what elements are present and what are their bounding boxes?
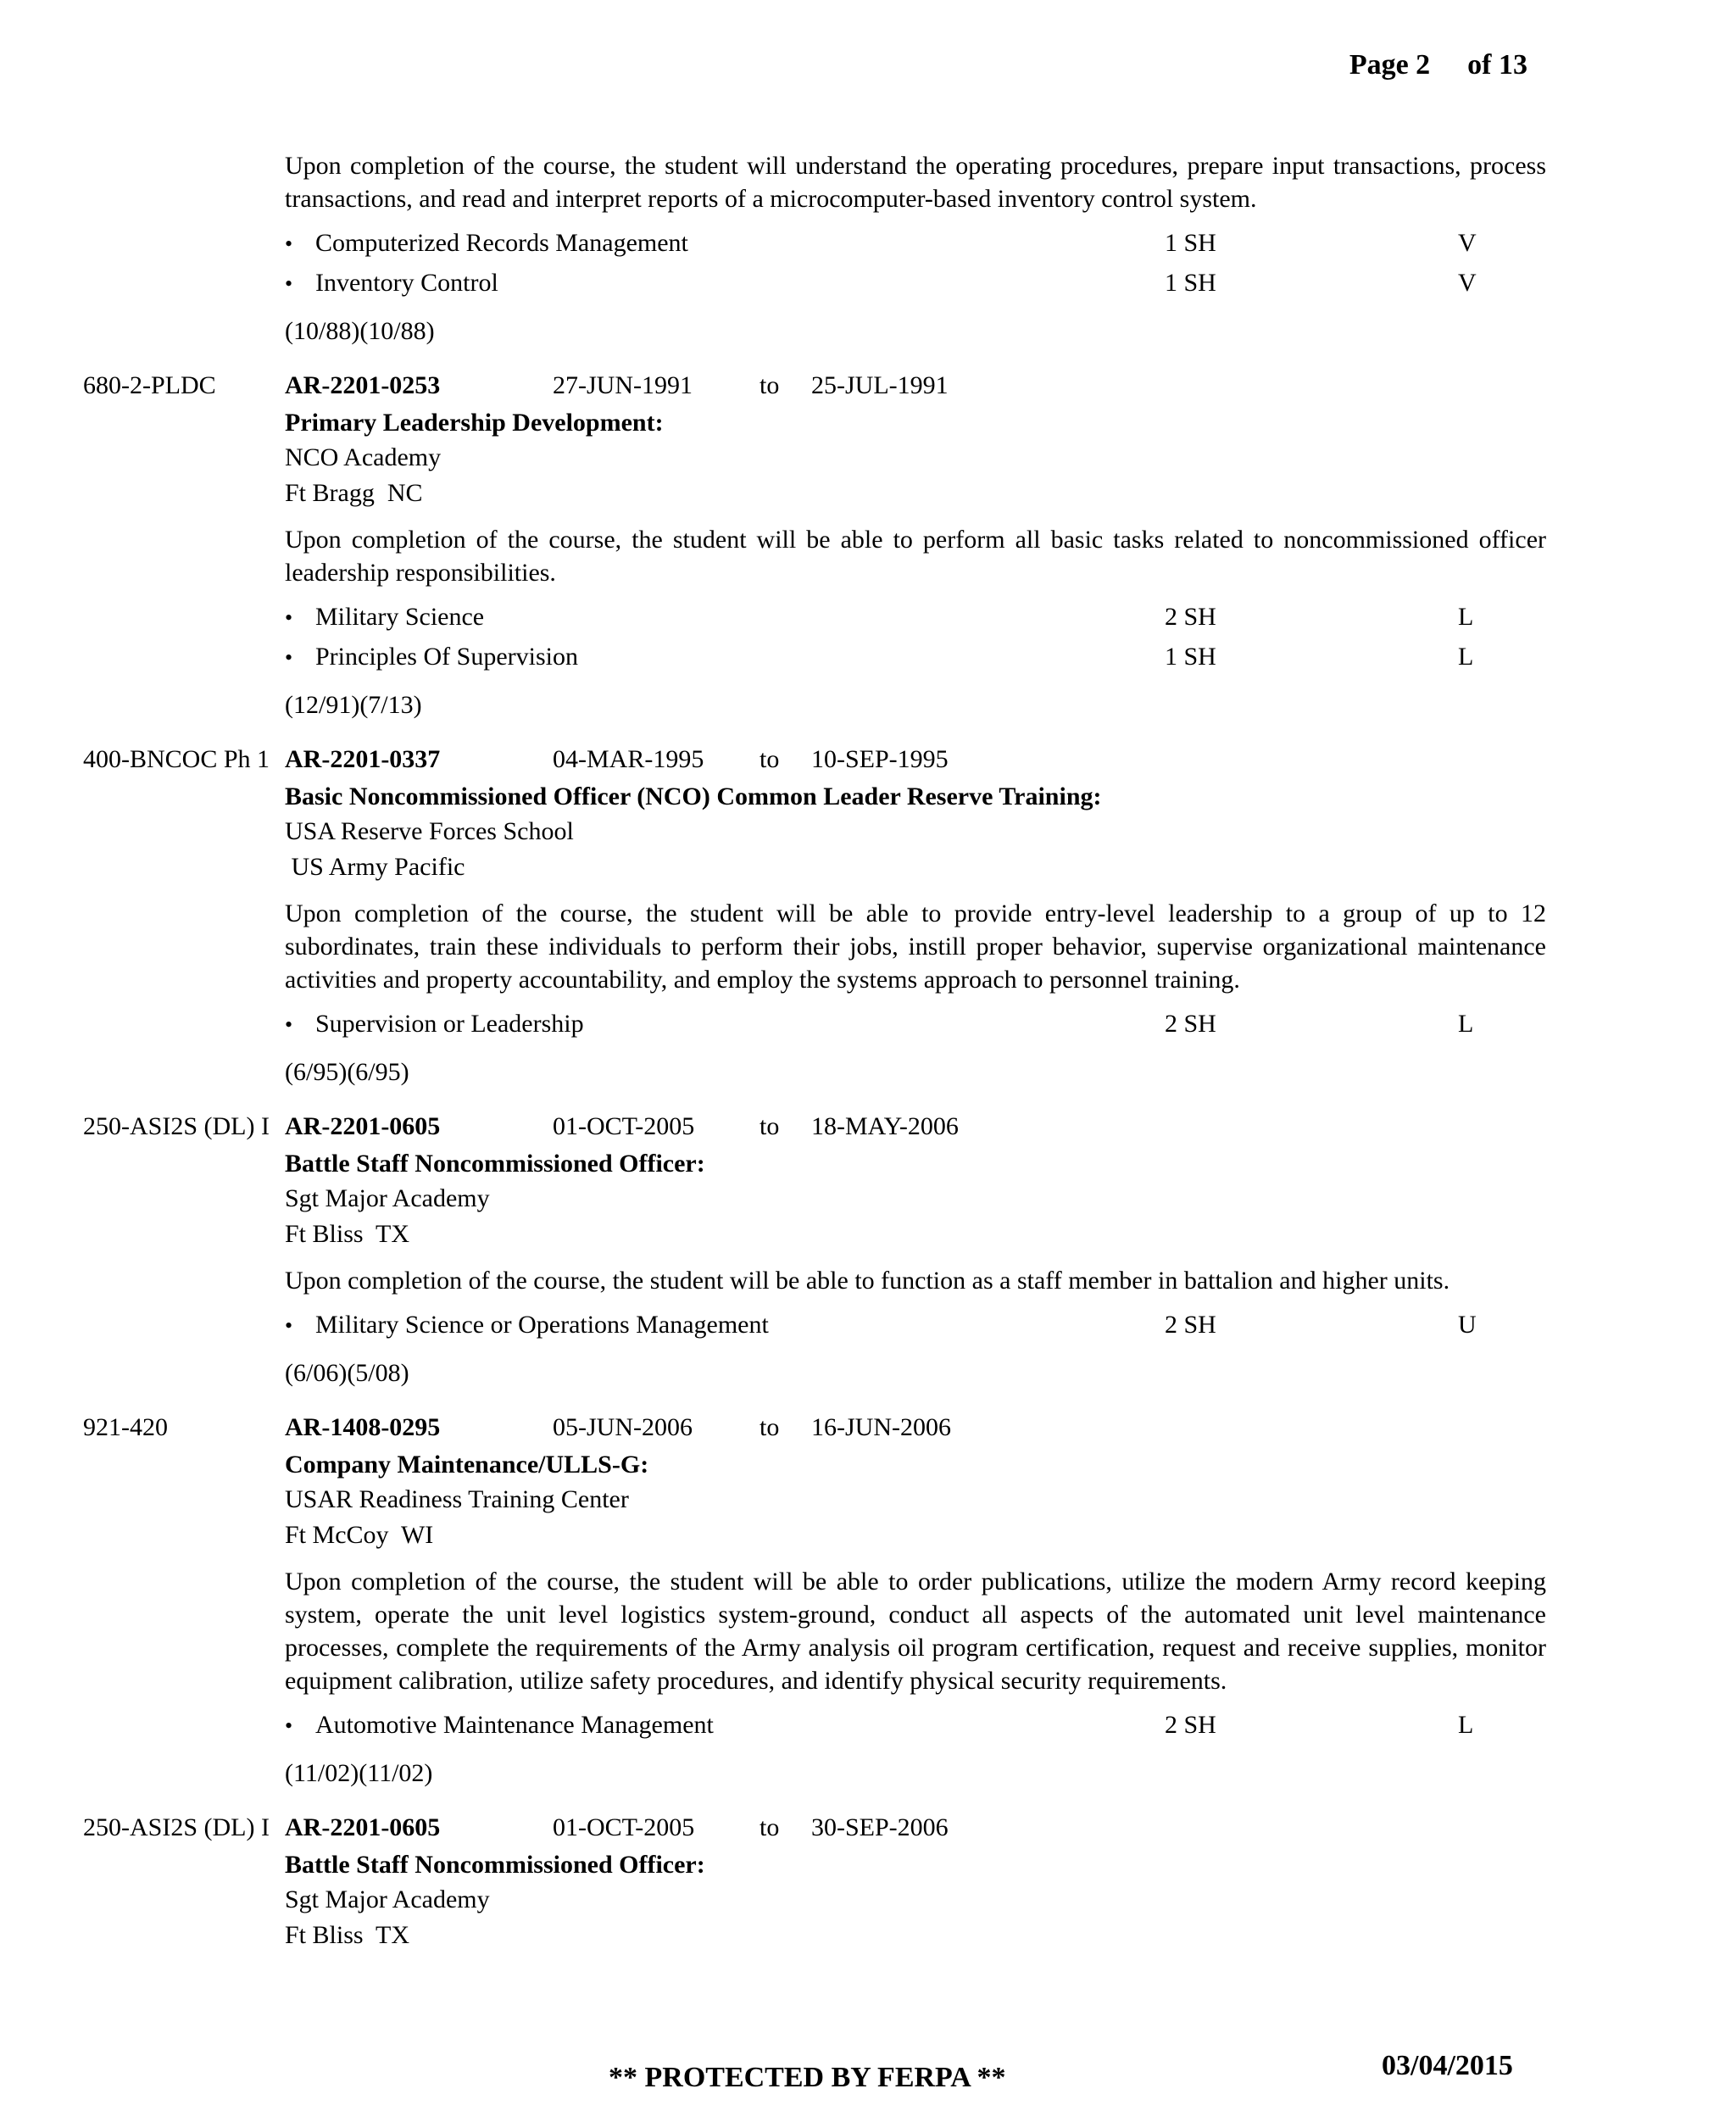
page-number <box>1349 49 1527 81</box>
credit-hours: 2 SH <box>1165 1311 1216 1339</box>
to-label: to <box>760 745 780 773</box>
to-label: to <box>760 1112 780 1140</box>
credit-level: V <box>1458 269 1477 297</box>
credit-item <box>285 603 1546 643</box>
start-date: 04-MAR-1995 <box>553 745 704 773</box>
to-label: to <box>760 1813 780 1841</box>
institution: Sgt Major Academy <box>285 1885 490 1913</box>
credit-item <box>285 1010 1546 1050</box>
print-date: 03/04/2015 <box>1382 2050 1513 2081</box>
credit-item <box>285 1711 1546 1751</box>
page-label: Page 2 <box>1349 49 1431 81</box>
location: Ft Bliss TX <box>285 1220 409 1248</box>
course-title: Battle Staff Noncommissioned Officer: <box>285 1851 705 1879</box>
course-entry <box>83 1413 1546 1788</box>
location: Ft Bliss TX <box>285 1921 409 1949</box>
course-code: 400-BNCOC Ph 1 <box>83 745 270 773</box>
end-date: 16-JUN-2006 <box>811 1413 951 1441</box>
entry-body <box>83 405 1546 720</box>
credit-level: L <box>1458 603 1474 631</box>
end-date: 10-SEP-1995 <box>811 745 949 773</box>
transcript-content <box>83 149 1546 1953</box>
ace-id: AR-2201-0253 <box>285 371 441 399</box>
credit-subject: Principles Of Supervision <box>315 643 578 671</box>
institution: Sgt Major Academy <box>285 1184 490 1212</box>
credit-subject: Military Science or Operations Management <box>315 1311 769 1339</box>
course-title: Battle Staff Noncommissioned Officer: <box>285 1150 705 1178</box>
bullet-icon: • <box>285 1313 293 1338</box>
end-date: 30-SEP-2006 <box>811 1813 949 1841</box>
credit-hours: 2 SH <box>1165 1711 1216 1739</box>
dates-note: (10/88)(10/88) <box>285 317 435 345</box>
credit-subject: Computerized Records Management <box>315 229 688 257</box>
credit-hours: 1 SH <box>1165 643 1216 671</box>
credit-level: V <box>1458 229 1477 257</box>
course-code: 250-ASI2S (DL) I <box>83 1112 270 1140</box>
start-date: 01-OCT-2005 <box>553 1112 695 1140</box>
start-date: 27-JUN-1991 <box>553 371 693 399</box>
entry-header <box>83 1112 1546 1146</box>
course-description: Upon completion of the course, the student will be able to perform all basic tasks related to noncommissioned officer leadership responsibilities. <box>285 526 1546 587</box>
credit-subject: Inventory Control <box>315 269 498 297</box>
ace-id: AR-2201-0337 <box>285 745 441 773</box>
credit-item <box>285 1311 1546 1351</box>
ace-id: AR-2201-0605 <box>285 1813 441 1841</box>
credit-list <box>285 1010 1546 1050</box>
entry-body <box>83 779 1546 1087</box>
course-code: 250-ASI2S (DL) I <box>83 1813 270 1841</box>
credit-hours: 1 SH <box>1165 269 1216 297</box>
dates-note: (6/06)(5/08) <box>285 1359 409 1387</box>
credit-subject: Military Science <box>315 603 485 631</box>
course-entry <box>83 371 1546 720</box>
end-date: 25-JUL-1991 <box>811 371 949 399</box>
entry-header <box>83 1413 1546 1447</box>
course-description: Upon completion of the course, the student will be able to provide entry-level leadership to a group of up to 12 subordinates, train these individuals to perform their jobs, instill proper behavior, supervise organizational maintenance activities and property accountability, and employ the systems approach to personnel training. <box>285 899 1546 994</box>
entry-body <box>83 1447 1546 1788</box>
end-date: 18-MAY-2006 <box>811 1112 959 1140</box>
course-title: Primary Leadership Development: <box>285 409 664 437</box>
bullet-icon: • <box>285 231 293 256</box>
institution: NCO Academy <box>285 443 442 471</box>
page-total: of 13 <box>1467 49 1527 81</box>
course-title: Basic Noncommissioned Officer (NCO) Common Leader Reserve Training: <box>285 783 1102 810</box>
course-code: 680-2-PLDC <box>83 371 216 399</box>
bullet-icon: • <box>285 271 293 296</box>
credit-hours: 2 SH <box>1165 603 1216 631</box>
credit-list <box>285 1311 1546 1351</box>
course-description: Upon completion of the course, the student will be able to function as a staff member in battalion and higher units. <box>285 1267 1450 1295</box>
bullet-icon: • <box>285 1713 293 1738</box>
course-description: Upon completion of the course, the student will be able to order publications, utilize the modern Army record keeping system, operate the unit level logistics system-ground, conduct all aspects of the automated unit level maintenance processes, complete the requirements of the Army analysis oil program certification, request and receive supplies, monitor equipment calibration, utilize safety procedures, and identify physical security requirements. <box>285 1568 1546 1695</box>
course-description: Upon completion of the course, the student will understand the operating procedures, prepare input transactions, process transactions, and read and interpret reports of a microcomputer-based inventory control system. <box>285 152 1546 213</box>
credit-subject: Supervision or Leadership <box>315 1010 584 1038</box>
course-entry <box>83 745 1546 1087</box>
ace-id: AR-2201-0605 <box>285 1112 441 1140</box>
start-date: 05-JUN-2006 <box>553 1413 693 1441</box>
course-title: Company Maintenance/ULLS-G: <box>285 1451 649 1479</box>
credit-list <box>285 1711 1546 1751</box>
bullet-icon: • <box>285 1012 293 1037</box>
ace-id: AR-1408-0295 <box>285 1413 441 1441</box>
to-label: to <box>760 1413 780 1441</box>
dates-note: (12/91)(7/13) <box>285 691 422 719</box>
credit-level: L <box>1458 1711 1474 1739</box>
credit-subject: Automotive Maintenance Management <box>315 1711 714 1739</box>
entry-body <box>83 1847 1546 1953</box>
credit-item <box>285 229 1546 269</box>
credit-level: L <box>1458 1010 1474 1038</box>
institution: USA Reserve Forces School <box>285 817 574 845</box>
credit-list <box>285 229 1546 309</box>
to-label: to <box>760 371 780 399</box>
credit-level: U <box>1458 1311 1477 1339</box>
location: US Army Pacific <box>285 853 465 881</box>
course-code: 921-420 <box>83 1413 168 1441</box>
location: Ft McCoy WI <box>285 1521 434 1549</box>
institution: USAR Readiness Training Center <box>285 1485 629 1513</box>
credit-item <box>285 643 1546 682</box>
start-date: 01-OCT-2005 <box>553 1813 695 1841</box>
ferpa-notice: ** PROTECTED BY FERPA ** <box>609 2062 1006 2093</box>
entry-header <box>83 745 1546 779</box>
bullet-icon: • <box>285 645 293 670</box>
credit-hours: 2 SH <box>1165 1010 1216 1038</box>
dates-note: (6/95)(6/95) <box>285 1058 409 1086</box>
credit-hours: 1 SH <box>1165 229 1216 257</box>
bullet-icon: • <box>285 605 293 630</box>
credit-list <box>285 603 1546 682</box>
credit-item <box>285 269 1546 309</box>
continued-entry <box>83 149 1546 346</box>
entry-header <box>83 1813 1546 1847</box>
credit-level: L <box>1458 643 1474 671</box>
entry-header <box>83 371 1546 405</box>
course-entry <box>83 1813 1546 1953</box>
dates-note: (11/02)(11/02) <box>285 1759 433 1787</box>
location: Ft Bragg NC <box>285 479 423 507</box>
entry-body <box>83 1146 1546 1388</box>
course-entry <box>83 1112 1546 1388</box>
